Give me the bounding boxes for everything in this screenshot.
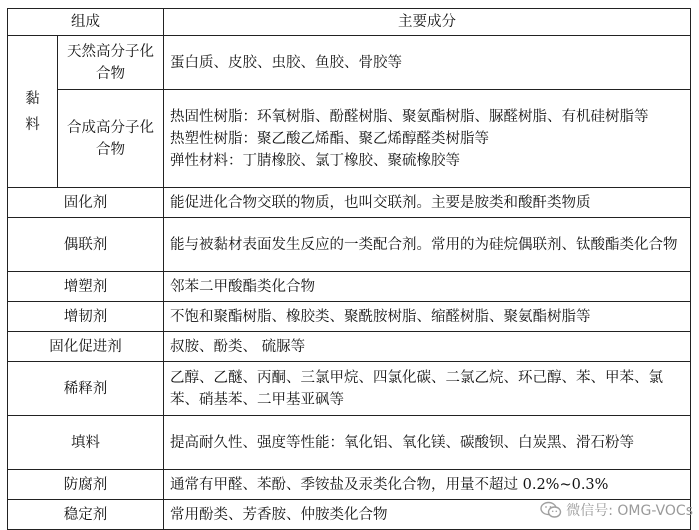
group-label-adhesive — [8, 36, 58, 188]
row-label: 增塑剂 — [8, 272, 164, 302]
thermoset-line: 热固性树脂：环氧树脂、酚醛树脂、聚氨酯树脂、脲醛树脂、有机硅树脂等 — [170, 108, 649, 125]
row-label: 增韧剂 — [8, 302, 164, 332]
group-label-text: 黏 料 — [25, 90, 40, 133]
row-label: 稳定剂 — [8, 500, 164, 530]
row-content: 能促进化合物交联的物质，也叫交联剂。主要是胺类和酸酐类物质 — [164, 188, 691, 218]
thermoplastic-line: 热塑性树脂：聚乙酸乙烯酯、聚乙烯醇醛类树脂等 — [170, 130, 489, 147]
row-content: 常用酚类、芳香胺、仲胺类化合物 — [164, 500, 691, 530]
row-content: 通常有甲醛、苯酚、季铵盐及汞类化合物，用量不超过 0.2%~0.3% — [164, 470, 691, 500]
natural-polymer-label: 天然高分子化合物 — [58, 36, 164, 90]
elastomer-line: 弹性材料：丁腈橡胶、氯丁橡胶、聚硫橡胶等 — [170, 152, 460, 169]
row-label: 偶联剂 — [8, 218, 164, 272]
row-content: 叔胺、酚类、 硫脲等 — [164, 332, 691, 362]
table-row — [8, 332, 691, 362]
watermark — [540, 500, 693, 520]
table-row — [8, 90, 691, 188]
synthetic-polymer-content — [164, 90, 691, 188]
synthetic-polymer-label: 合成高分子化合物 — [58, 90, 164, 188]
row-content: 提高耐久性、强度等性能：氧化铝、氧化镁、碳酸钡、白炭黑、滑石粉等 — [164, 416, 691, 470]
row-label: 填料 — [8, 416, 164, 470]
row-content: 能与被黏材表面发生反应的一类配合剂。常用的为硅烷偶联剂、钛酸酯类化合物 — [164, 218, 691, 272]
row-content: 不饱和聚酯树脂、橡胶类、聚酰胺树脂、缩醛树脂、聚氨酯树脂等 — [164, 302, 691, 332]
row-content: 邻苯二甲酸酯类化合物 — [164, 272, 691, 302]
row-label: 稀释剂 — [8, 362, 164, 416]
table-row — [8, 470, 691, 500]
row-label: 固化促进剂 — [8, 332, 164, 362]
table-row — [8, 272, 691, 302]
table-row — [8, 36, 691, 90]
composition-table — [7, 8, 691, 530]
row-content: 乙醇、乙醚、丙酮、三氯甲烷、四氯化碳、二氯乙烷、环己醇、苯、甲苯、氯苯、硝基苯、二甲基亚砜等 — [164, 362, 691, 416]
table-row — [8, 416, 691, 470]
header-composition: 组成 — [8, 9, 164, 36]
table-row — [8, 302, 691, 332]
header-main-components: 主要成分 — [164, 9, 691, 36]
watermark-text: 微信号: OMG-VOCs — [566, 503, 693, 519]
header-row — [8, 9, 691, 36]
table-row — [8, 218, 691, 272]
table-row — [8, 362, 691, 416]
wechat-icon — [540, 501, 562, 519]
row-label: 固化剂 — [8, 188, 164, 218]
natural-polymer-content: 蛋白质、皮胶、虫胶、鱼胶、骨胶等 — [164, 36, 691, 90]
row-label: 防腐剂 — [8, 470, 164, 500]
table-row — [8, 188, 691, 218]
